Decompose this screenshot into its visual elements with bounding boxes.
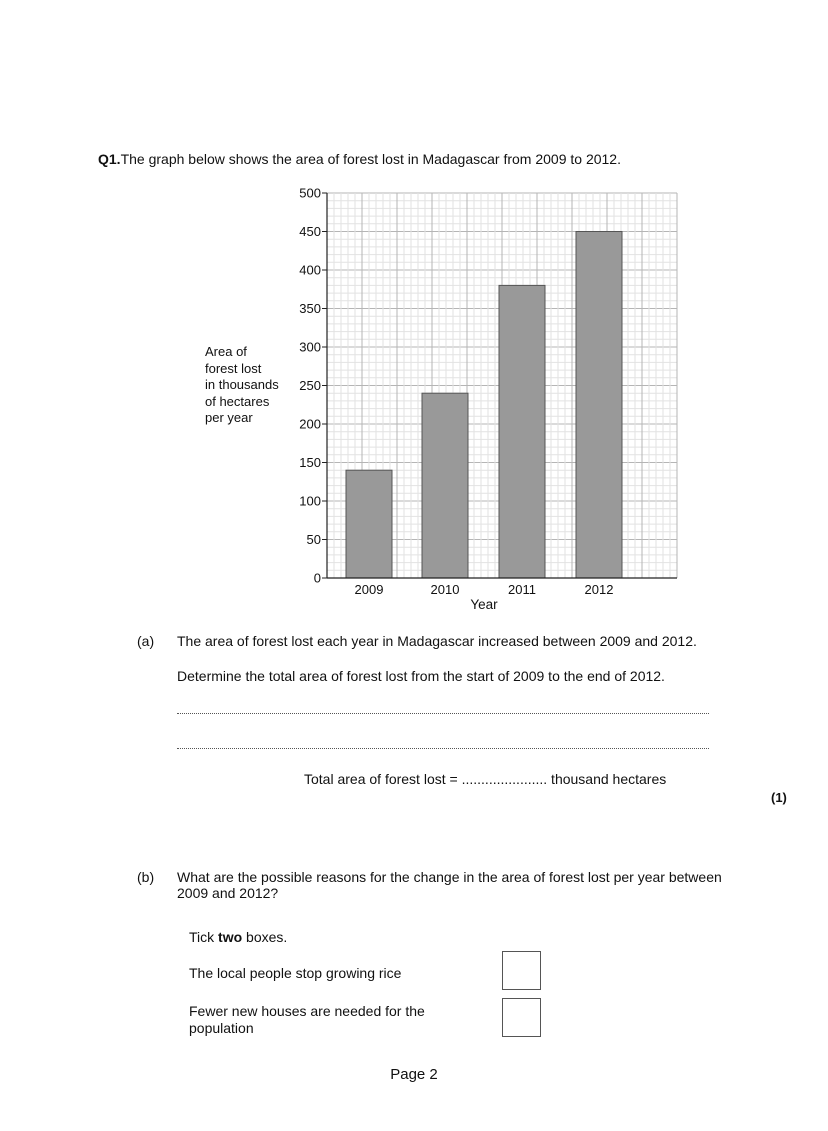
part-b-label: (b) <box>137 869 155 885</box>
tick-instruction-pre: Tick <box>189 929 219 945</box>
y-tick-label: 300 <box>299 339 321 355</box>
x-axis-label: Year <box>470 597 498 612</box>
option-2-checkbox[interactable] <box>502 998 541 1037</box>
part-b-question: What are the possible reasons for the change in the area of forest lost per year between 2009 and 2012? <box>177 869 722 901</box>
forest-loss-bar-chart <box>195 182 690 617</box>
x-tick-label: 2011 <box>508 582 536 597</box>
y-tick-label: 100 <box>299 493 321 509</box>
bar-2009 <box>346 470 392 578</box>
y-tick-label: 450 <box>299 224 321 239</box>
question-number: Q1. <box>98 151 121 167</box>
y-axis-label-line: per year <box>205 410 253 425</box>
working-line-1[interactable] <box>177 713 709 714</box>
bar-2011 <box>499 285 545 578</box>
question-intro: The graph below shows the area of forest lost in Madagascar from 2009 to 2012. <box>120 151 621 167</box>
y-tick-label: 500 <box>299 185 321 201</box>
option-2-text: Fewer new houses are needed for the population <box>189 1003 425 1036</box>
x-tick-label: 2010 <box>430 582 460 597</box>
tick-instruction-post: boxes. <box>242 929 288 945</box>
y-axis-label-line: forest lost <box>205 360 262 376</box>
answer-unit: thousand hectares <box>547 771 667 787</box>
answer-prefix: Total area of forest lost = <box>304 771 462 787</box>
working-line-2[interactable] <box>177 748 709 749</box>
part-a-line2: Determine the total area of forest lost from the start of 2009 to the end of 2012. <box>177 668 665 684</box>
page-number: Page 2 <box>390 1066 438 1083</box>
y-tick-label: 150 <box>299 455 321 470</box>
y-tick-label: 50 <box>306 532 321 547</box>
y-tick-label: 350 <box>299 301 321 316</box>
y-axis-label-line: of hectares <box>205 393 270 409</box>
mark-allocation: (1) <box>771 790 787 805</box>
y-axis-label-line: in thousands <box>205 377 279 392</box>
option-1-checkbox[interactable] <box>502 951 541 990</box>
x-tick-label: 2012 <box>584 582 614 597</box>
part-a-line1: The area of forest lost each year in Madagascar increased between 2009 and 2012. <box>177 633 697 649</box>
y-tick-label: 400 <box>299 262 321 278</box>
bar-2012 <box>576 232 622 579</box>
tick-instruction <box>189 929 287 945</box>
y-tick-label: 250 <box>299 378 321 393</box>
answer-line <box>304 771 666 787</box>
bar-2010 <box>422 393 468 578</box>
option-1-text: The local people stop growing rice <box>189 965 402 981</box>
part-a-label: (a) <box>137 633 155 649</box>
x-tick-label: 2009 <box>354 582 384 597</box>
y-tick-label: 0 <box>313 570 321 586</box>
y-tick-label: 200 <box>299 416 321 432</box>
y-axis-label-line: Area of <box>205 344 247 359</box>
tick-instruction-emphasis: two <box>218 929 243 945</box>
answer-blank[interactable]: ...................... <box>461 771 548 787</box>
question-title <box>98 151 621 167</box>
